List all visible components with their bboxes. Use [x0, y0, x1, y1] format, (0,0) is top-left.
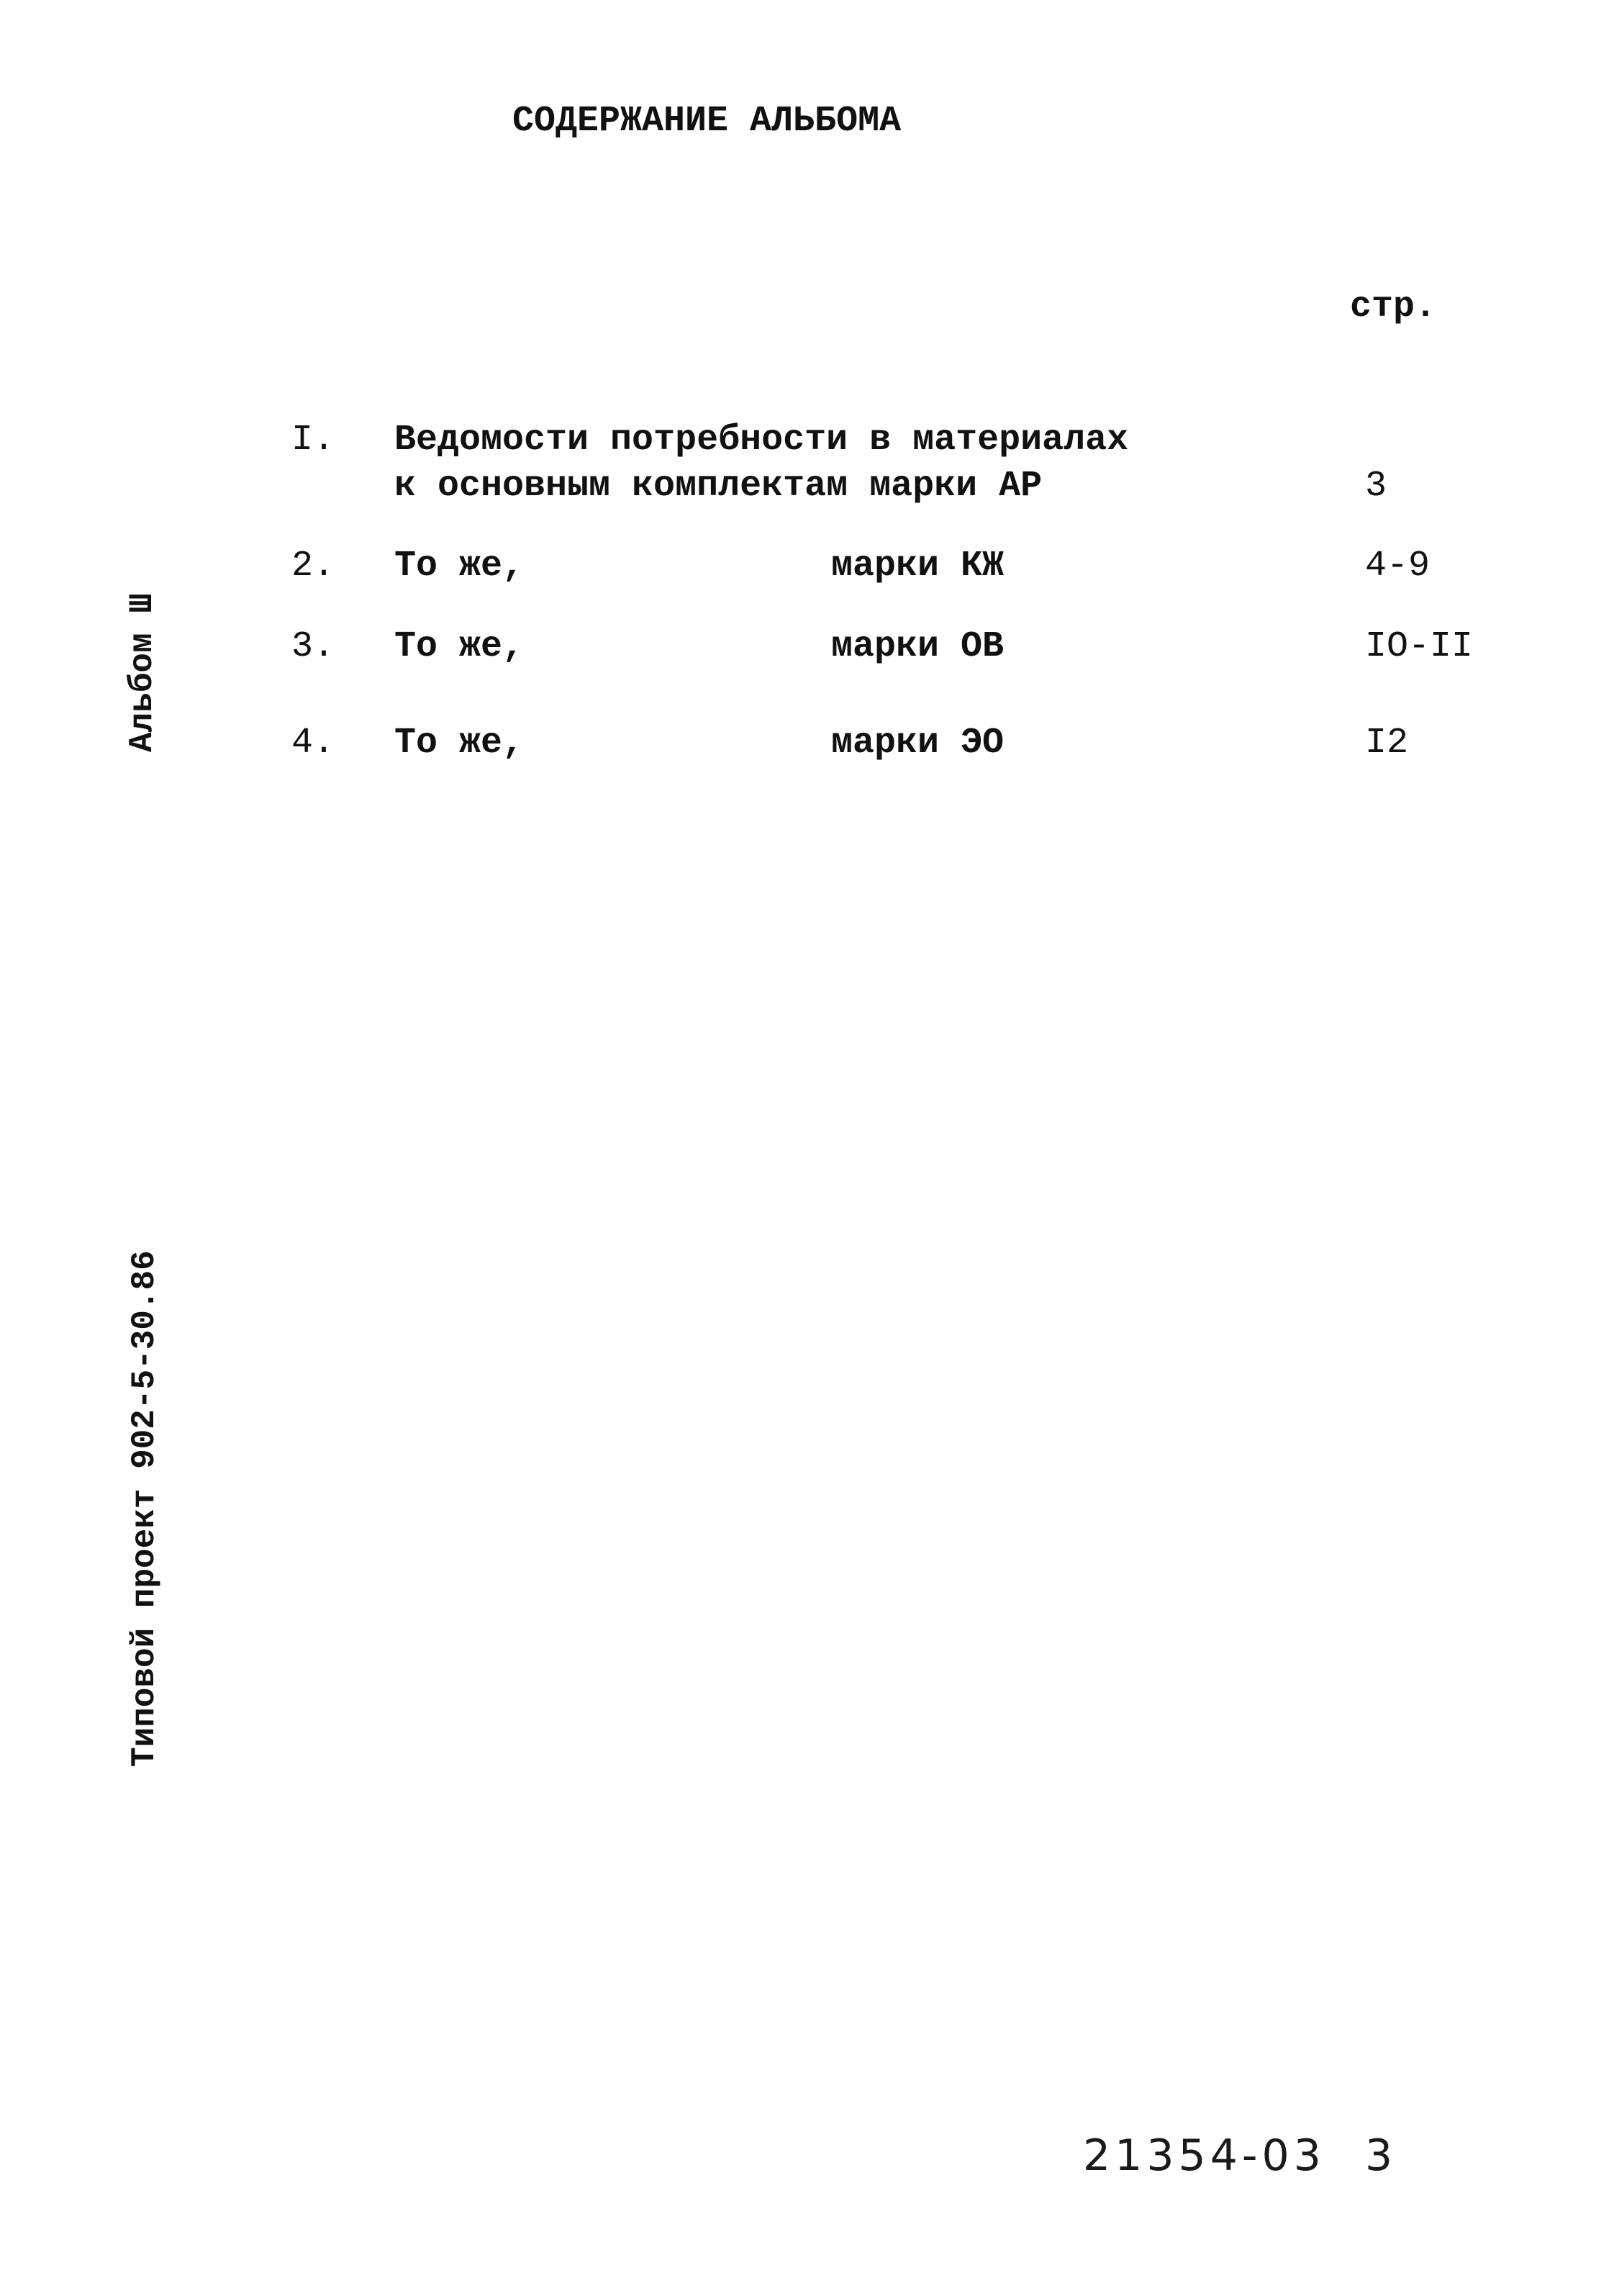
toc-item-number: 2. — [291, 546, 335, 587]
toc-item-number: 3. — [291, 626, 335, 667]
project-side-label: Типовой проект 902-5-30.86 — [126, 1250, 163, 1767]
document-code — [1083, 2130, 1397, 2181]
toc-item-text: Ведомости потребности в материалах — [394, 420, 1129, 461]
toc-item-text: к основным комплектам марки АР — [394, 466, 1043, 507]
toc-item-text: То же, — [394, 626, 525, 667]
toc-item-page: IO-II — [1365, 626, 1474, 667]
toc-item-mark: марки КЖ — [831, 546, 1005, 587]
album-side-label: Альбом Ш — [124, 593, 161, 752]
toc-item-page: I2 — [1365, 723, 1409, 764]
toc-item-number: I. — [291, 420, 335, 461]
document-code-number: 21354-03 — [1083, 2130, 1325, 2181]
page-title: СОДЕРЖАНИЕ АЛЬБОМА — [512, 101, 902, 142]
sheet-number: 3 — [1364, 2130, 1397, 2181]
toc-item-text: То же, — [394, 546, 525, 587]
toc-item-mark: марки ОВ — [831, 626, 1005, 667]
toc-item-mark: марки ЭО — [831, 723, 1005, 764]
toc-item-text: То же, — [394, 723, 525, 764]
toc-item-page: 3 — [1365, 466, 1387, 507]
page-column-header: стр. — [1350, 286, 1437, 327]
toc-item-page: 4-9 — [1365, 546, 1431, 587]
toc-item-number: 4. — [291, 723, 335, 764]
